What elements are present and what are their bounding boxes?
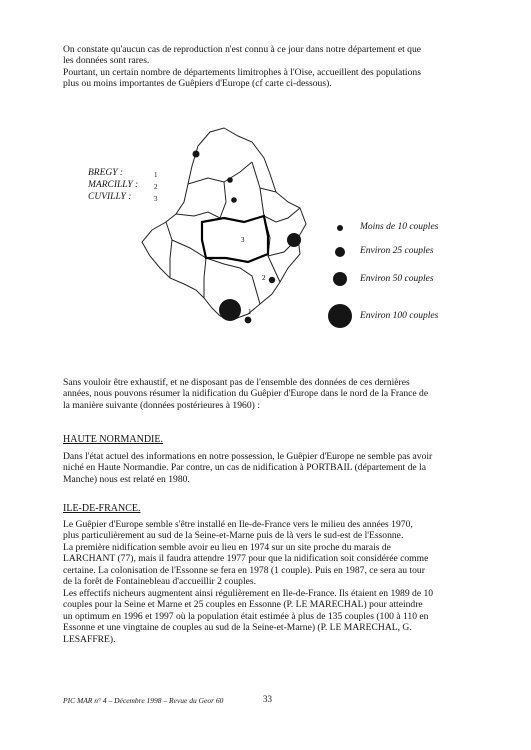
- site-name: CUVILLY :: [88, 192, 132, 202]
- region-map: [120, 118, 360, 348]
- text-line: Les effectifs nicheurs augmentent ainsi régulièrement en Ile-de-France. Ils étaient en 1989 de 10: [63, 588, 434, 599]
- site-number: 2: [154, 183, 158, 191]
- text-line: La première nidification semble avoir eu lieu en 1974 sur un site proche du marais de: [63, 542, 391, 553]
- text-line: de la forêt de Fontainebleau d'accueillir 2 couples.: [63, 576, 256, 588]
- section-heading-ile-de-france: ILE-DE-FRANCE.: [63, 503, 141, 514]
- colony-dot: [287, 233, 301, 247]
- department-border: [206, 258, 260, 304]
- site-number-2: 2: [262, 274, 266, 282]
- page-number: 33: [263, 694, 272, 704]
- site-number-1: 1: [248, 308, 252, 316]
- text-line: Dans l'état actuel des informations en notre possession, le Guêpier d'Europe ne semble pas avoir: [63, 451, 433, 462]
- legend-dot: [337, 225, 343, 231]
- text-line: Essonne et une vingtaine de couples au sud de la Seine-et-Marne) (P. LE MARECHAL, G.: [63, 622, 412, 634]
- intro-paragraph-2: [63, 67, 473, 90]
- site-bregy: [88, 168, 123, 178]
- text-line: Pourtant, un certain nombre de départements limitrophes à l'Oise, accueillent des populations: [63, 67, 421, 78]
- colony-dot: [193, 151, 200, 158]
- ile-de-france-paragraph-2: [63, 542, 473, 588]
- colony-dot: [219, 299, 241, 321]
- department-border: [220, 182, 226, 218]
- text-line: couples pour la Seine et Marne et 25 couples en Essonne (P. LE MARECHAL) pour atteindre: [63, 599, 423, 611]
- legend-dot: [328, 304, 352, 328]
- text-line: la manière suivante (données postérieures à 1960) :: [63, 399, 260, 411]
- legend-label: Environ 50 couples: [360, 274, 434, 284]
- site-name: MARCILLY :: [88, 180, 139, 190]
- text-line: plus particulièrement au sud de la Seine-et-Marne puis de là vers le sud-est de l'Essonne.: [63, 530, 404, 542]
- department-border: [252, 162, 276, 192]
- department-border: [172, 240, 206, 298]
- site-name: BREGY :: [88, 168, 124, 178]
- legend-dot: [335, 247, 345, 257]
- text-line: les données sont rares.: [63, 55, 150, 67]
- colony-dot: [231, 197, 237, 203]
- text-line: LESAFFRE).: [63, 633, 116, 645]
- colony-dot: [227, 177, 233, 183]
- distribution-map-figure: [88, 118, 470, 348]
- site-list: [88, 168, 208, 218]
- section-heading-haute-normandie: HAUTE NORMANDIE.: [63, 434, 163, 445]
- site-number-3: 3: [241, 236, 245, 244]
- site-cuvilly: [88, 192, 131, 202]
- text-line: Sans vouloir être exhaustif, et ne disposant pas de l'ensemble des données de ces dernières: [63, 377, 410, 388]
- legend-label: Moins de 10 couples: [360, 222, 439, 232]
- colony-dot: [245, 317, 252, 324]
- text-line: Manche) nous est relaté en 1980.: [63, 473, 190, 485]
- oise-department: [202, 216, 268, 262]
- legend-label: Environ 25 couples: [360, 246, 434, 256]
- haute-normandie-paragraph: [63, 451, 473, 485]
- ile-de-france-paragraph-1: [63, 519, 473, 542]
- text-line: certaine. La colonisation de l'Essonne se fera en 1978 (1 couple). Puis en 1987, ce sera au tour: [63, 564, 425, 576]
- ile-de-france-paragraph-3: [63, 588, 473, 645]
- colony-dot: [269, 277, 275, 283]
- summary-paragraph: [63, 377, 473, 411]
- text-line: un optimum en 1996 et 1997 où la population était estimée à plus de 135 couples (100 à 110 en: [63, 610, 429, 622]
- text-line: Le Guêpier d'Europe semble s'être installé en Ile-de-France vers le milieu des années 1970,: [63, 519, 413, 530]
- site-marcilly: [88, 180, 138, 190]
- legend-label: Environ 100 couples: [360, 311, 439, 321]
- legend-dot: [333, 272, 347, 286]
- department-border: [166, 222, 172, 278]
- text-line: niché en Haute Normandie. Par contre, un cas de nidification à PORTBAIL (département de la: [63, 462, 426, 474]
- map-legend: [328, 216, 478, 336]
- site-number: 3: [154, 195, 158, 203]
- text-line: années, nous pouvons résumer la nidification du Guêpier d'Europe dans le nord de la France de: [63, 388, 429, 400]
- footer-journal: PIC MAR n° 4 – Décembre 1998 – Revue du Geor 60: [63, 696, 224, 705]
- site-number: 1: [154, 171, 158, 179]
- text-line: On constate qu'aucun cas de reproduction n'est connu à ce jour dans notre département et que: [63, 44, 422, 55]
- intro-paragraph-1: [63, 44, 473, 67]
- text-line: LARCHANT (77), mais il faudra attendre 1977 pour que la nidification soit considérée comme: [63, 553, 429, 565]
- text-line: plus ou moins importantes de Guêpiers d'Europe (cf carte ci-dessous).: [63, 78, 332, 90]
